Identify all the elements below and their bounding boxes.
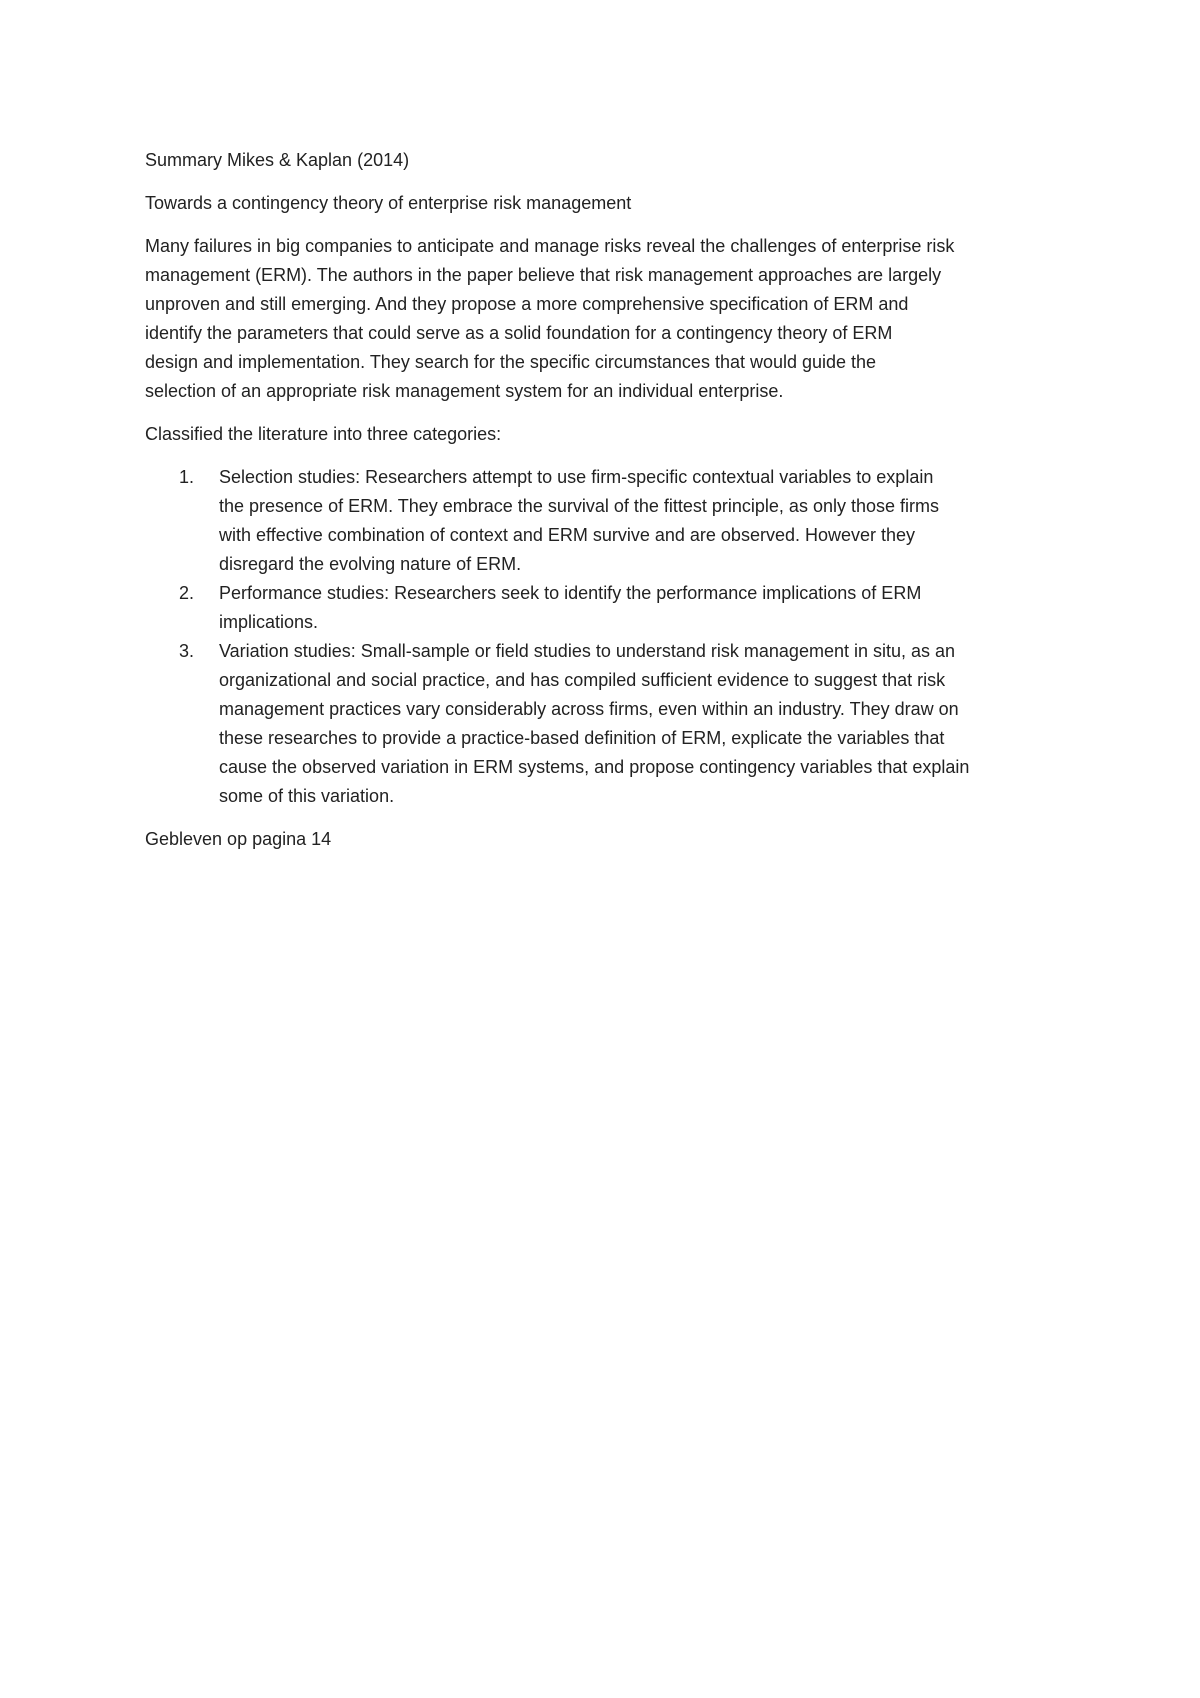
document-subtitle: Towards a contingency theory of enterprise risk management: [145, 193, 632, 213]
list-line: Selection studies: Researchers attempt to use firm-specific contextual variables to explain: [219, 467, 934, 487]
list-number: 2.: [179, 583, 195, 603]
intro-line: identify the parameters that could serve as a solid foundation for a contingency theory of ERM: [145, 323, 893, 343]
categories-list: [145, 463, 1065, 811]
list-line: organizational and social practice, and has compiled sufficient evidence to suggest that risk: [219, 670, 946, 690]
list-heading: Classified the literature into three categories:: [145, 424, 502, 444]
intro-paragraph: [145, 232, 1065, 406]
list-item-variation-studies: [145, 637, 1065, 811]
document-title: Summary Mikes & Kaplan (2014): [145, 150, 410, 170]
list-item-selection-studies: [145, 463, 1065, 579]
list-number: 3.: [179, 641, 195, 661]
footer-note: Gebleven op pagina 14: [145, 829, 332, 849]
intro-line: selection of an appropriate risk management system for an individual enterprise.: [145, 381, 784, 401]
list-line: with effective combination of context and ERM survive and are observed. However they: [219, 525, 916, 545]
intro-line: Many failures in big companies to anticipate and manage risks reveal the challenges of enterprise risk: [145, 236, 955, 256]
intro-line: unproven and still emerging. And they propose a more comprehensive specification of ERM and: [145, 294, 909, 314]
intro-line: management (ERM). The authors in the paper believe that risk management approaches are largely: [145, 265, 942, 285]
list-line: cause the observed variation in ERM systems, and propose contingency variables that explain: [219, 757, 970, 777]
list-number: 1.: [179, 467, 195, 487]
list-line: implications.: [219, 612, 319, 632]
list-line: Variation studies: Small-sample or field studies to understand risk management in situ, as an: [219, 641, 956, 661]
list-line: disregard the evolving nature of ERM.: [219, 554, 522, 574]
list-item-performance-studies: [145, 579, 1065, 637]
document-content: [145, 146, 1065, 868]
intro-line: design and implementation. They search for the specific circumstances that would guide the: [145, 352, 877, 372]
list-line: Performance studies: Researchers seek to identify the performance implications of ERM: [219, 583, 922, 603]
list-line: management practices vary considerably across firms, even within an industry. They draw on: [219, 699, 959, 719]
list-line: these researches to provide a practice-based definition of ERM, explicate the variables that: [219, 728, 945, 748]
list-line: the presence of ERM. They embrace the survival of the fittest principle, as only those firms: [219, 496, 939, 516]
list-line: some of this variation.: [219, 786, 395, 806]
